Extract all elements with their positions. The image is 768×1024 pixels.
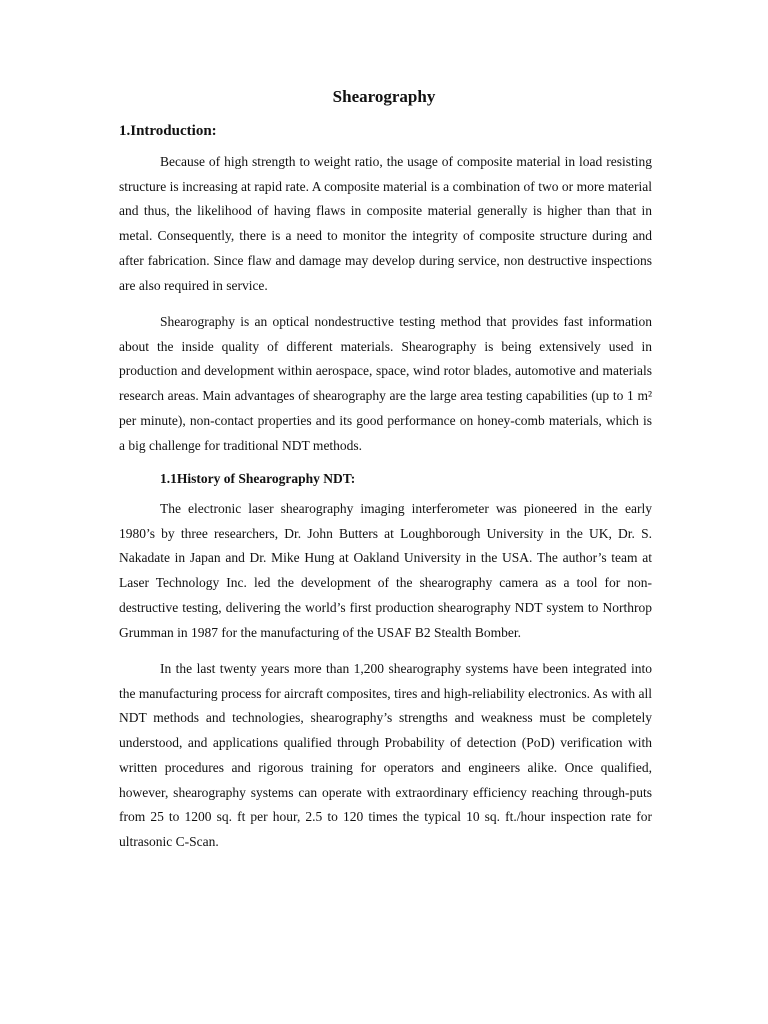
paragraph-composite-materials: Because of high strength to weight ratio, the usage of composite material in load resisting structure is increasing at rapid rate. A composite material is a combination of two or more material and thus, the likelihood of having flaws in composite material generally is higher than that in metal. Consequently, there is a need to monitor the integrity of composite structure during and after fabrication. Since flaw and damage may develop during service, non destructive inspections are also required in service. [119, 154, 652, 293]
paragraph-history-adoption: In the last twenty years more than 1,200 shearography systems have been integrated into the manufacturing process for aircraft composites, tires and high-reliability electronics. As with all NDT methods and technologies, shearography’s strengths and weakness must be completely understood, and applications qualified through Probability of detection (PoD) verification with written procedures and rigorous training for operators and engineers alike. Once qualified, however, shearography systems can operate with extraordinary efficiency reaching through-puts from 25 to 1200 sq. ft per hour, 2.5 to 120 times the typical 10 sq. ft./hour inspection rate for ultrasonic C-Scan. [119, 661, 652, 849]
document-title: Shearography [332, 87, 436, 106]
paragraph-shearography-overview: Shearography is an optical nondestructive testing method that provides fast information about the inside quality of different materials. Shearography is being extensively used in production and development within aerospace, space, wind rotor blades, automotive and materials research areas. Main advantages of shearography are the large area testing capabilities (up to 1 m² per minute), non-contact properties and its good performance on honey-comb materials, which is a big challenge for traditional NDT methods. [119, 314, 652, 453]
paragraph-history-pioneers: The electronic laser shearography imaging interferometer was pioneered in the early 1980’s by three researchers, Dr. John Butters at Loughborough University in the UK, Dr. S. Nakadate in Japan and Dr. Mike Hung at Oakland University in the USA. The author’s team at Laser Technology Inc. led the development of the shearography camera as a tool for non-destructive testing, delivering the world’s first production shearography NDT system to Northrop Grumman in 1987 for the manufacturing of the USAF B2 Stealth Bomber. [119, 501, 652, 640]
section-heading-introduction: 1.Introduction: [119, 123, 217, 139]
subsection-heading-history: 1.1History of Shearography NDT: [160, 471, 356, 486]
